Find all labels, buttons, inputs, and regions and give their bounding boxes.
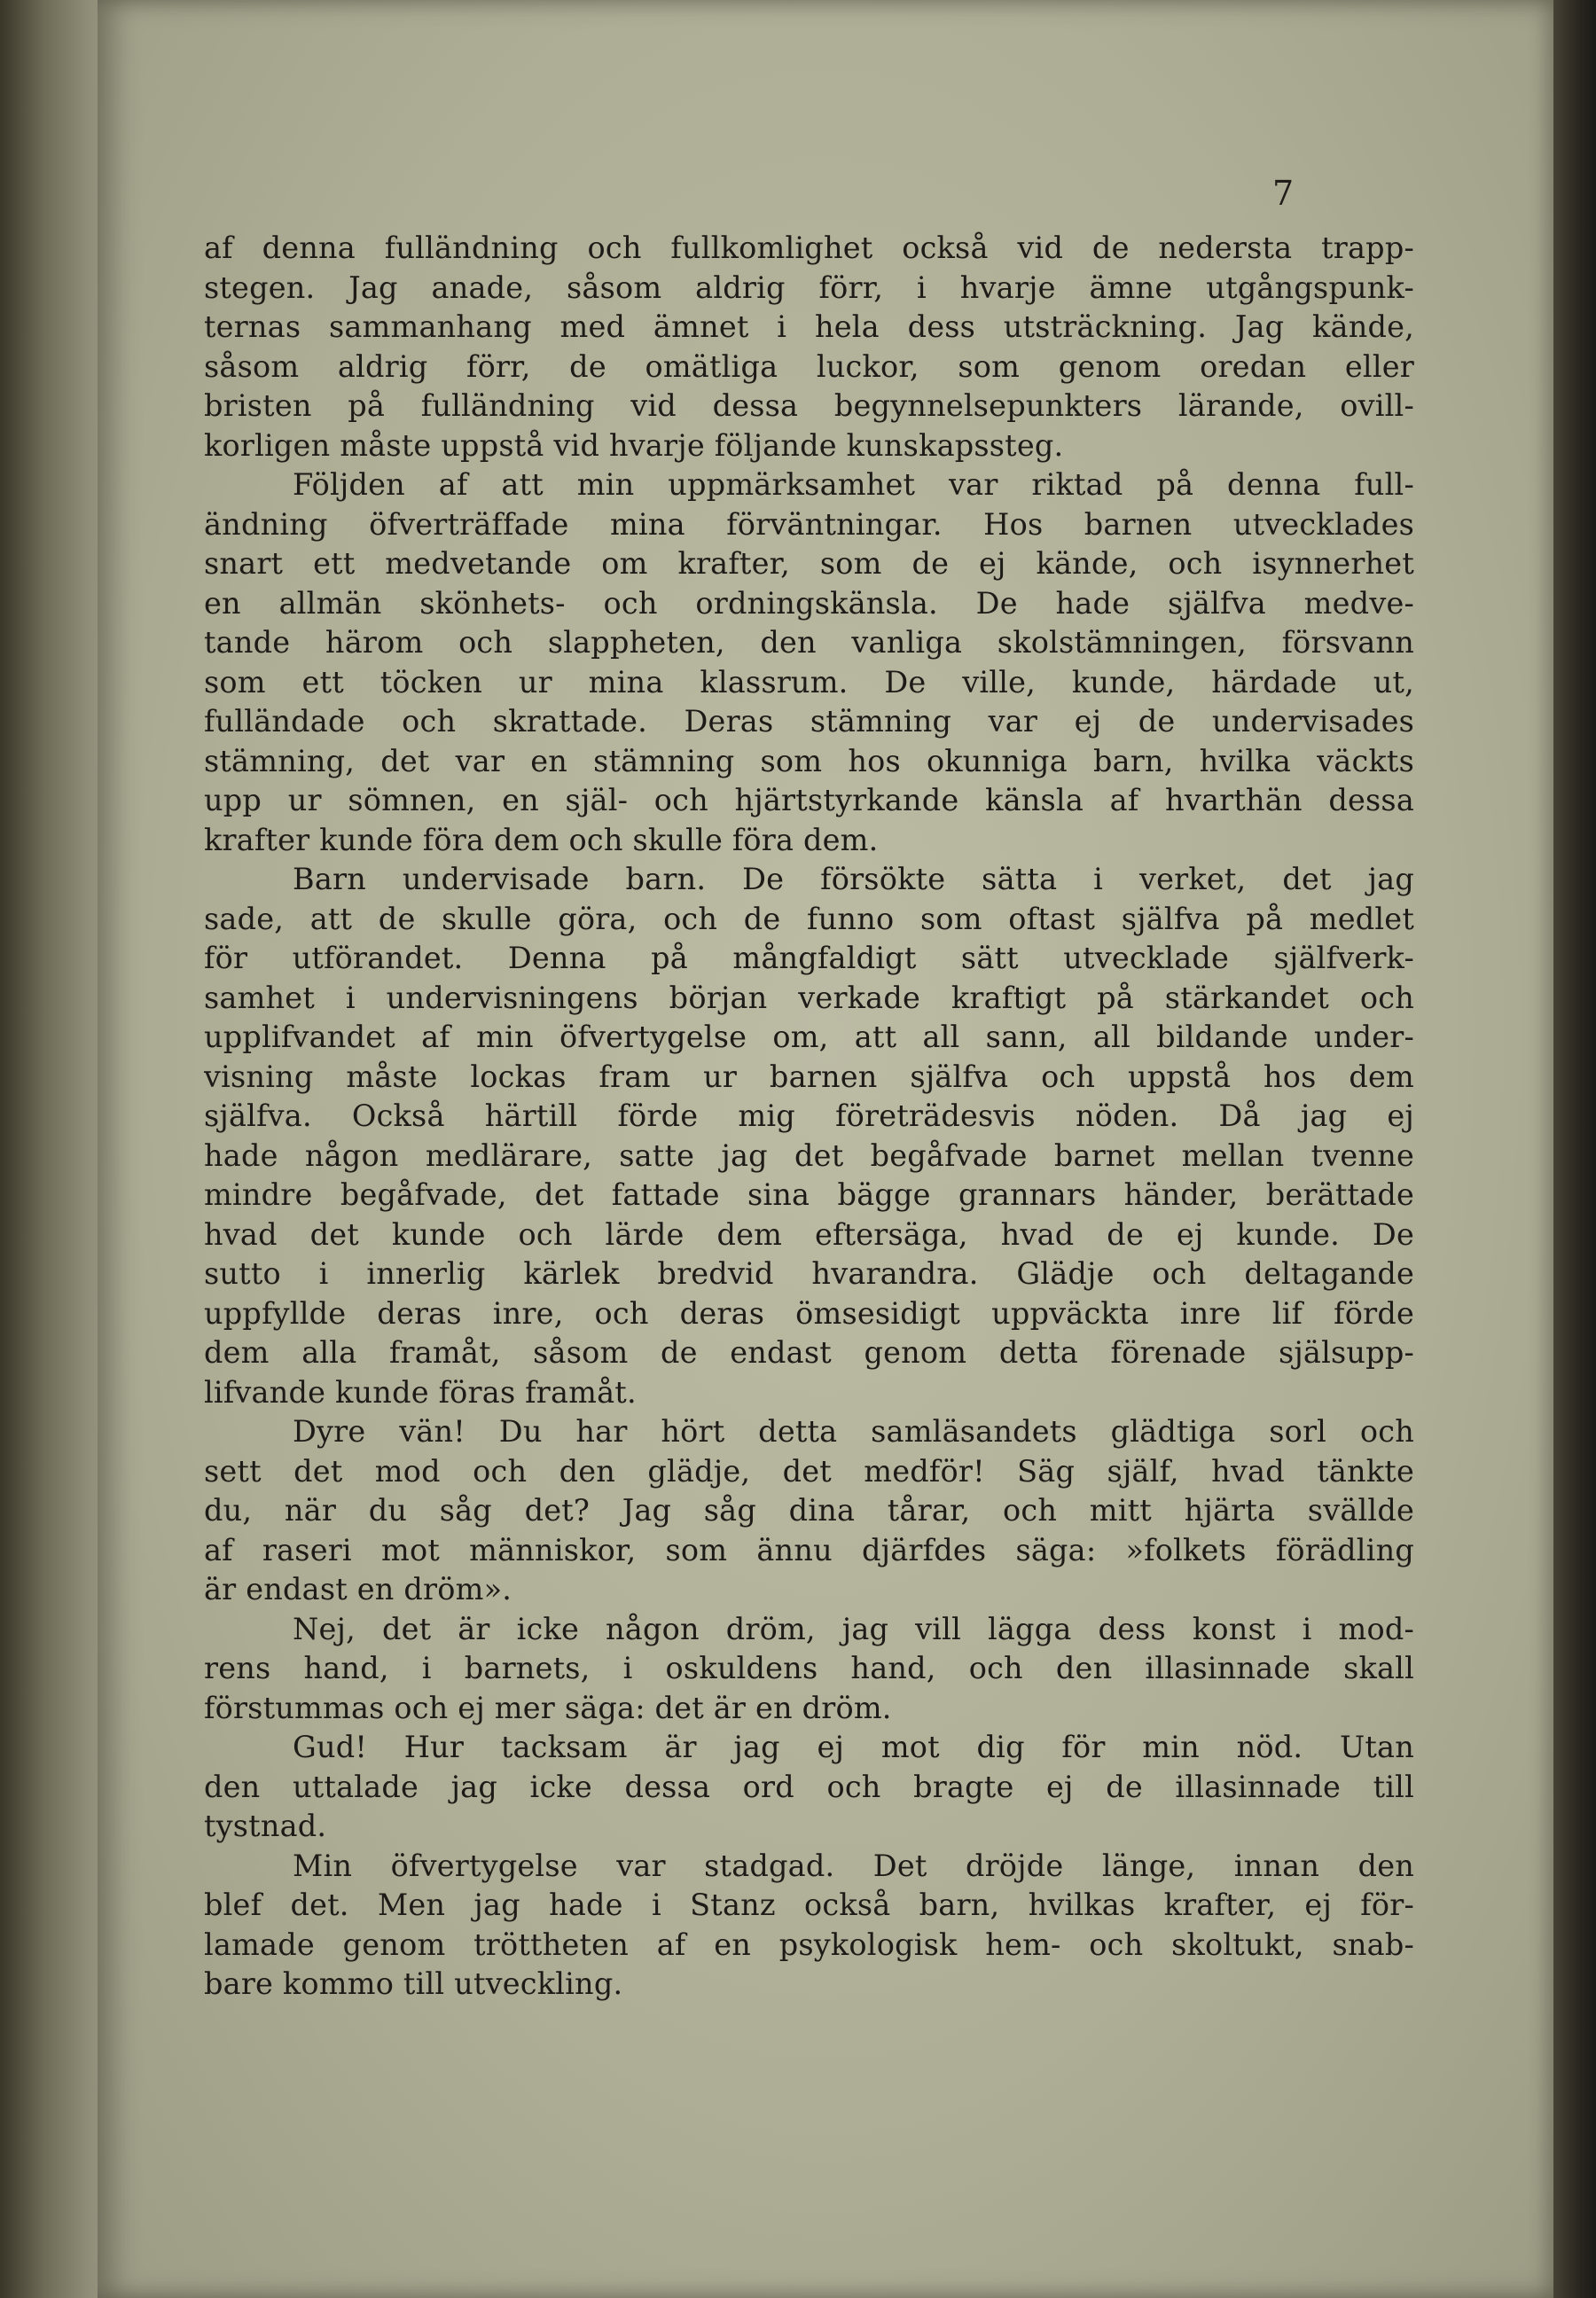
text-line: korligen måste uppstå vid hvarje följande kunskapssteg.	[204, 427, 1064, 463]
text-line: upp ur sömnen, en själ- och hjärtstyrkande känsla af hvarthän dessa	[204, 783, 1414, 817]
text-line: ändning öfverträffade mina förväntningar. Hos barnen utvecklades	[204, 506, 1414, 542]
text-line: du, när du såg det? Jag såg dina tårar, och mitt hjärta svällde	[204, 1493, 1414, 1528]
text-line: som ett töcken ur mina klassrum. De ville, kunde, härdade ut,	[204, 664, 1414, 700]
text-line: mindre begåfvade, det fattade sina bägge grannars händer, berättade	[204, 1177, 1414, 1212]
text-line: stämning, det var en stämning som hos okunniga barn, hvilka väckts	[204, 743, 1414, 778]
text-line: såsom aldrig förr, de omätliga luckor, som genom oredan eller	[204, 348, 1414, 384]
text-line: Min öfvertygelse var stadgad. Det dröjde länge, innan den	[293, 1848, 1414, 1883]
text-line: uppfyllde deras inre, och deras ömsesidigt uppväckta inre lif förde	[204, 1295, 1414, 1331]
text-line: lifvande kunde föras framåt.	[204, 1374, 637, 1410]
text-line: en allmän skönhets- och ordningskänsla. De hade själfva medve-	[204, 585, 1414, 621]
text-line: dem alla framåt, såsom de endast genom detta förenade själsupp-	[204, 1335, 1414, 1370]
text-line: af denna fulländning och fullkomlighet också vid de nedersta trapp-	[204, 231, 1414, 265]
text-line: stegen. Jag anade, såsom aldrig förr, i hvarje ämne utgångspunk-	[204, 270, 1414, 305]
text-line: lamade genom tröttheten af en psykologisk hem- och skoltukt, snab-	[204, 1927, 1414, 1962]
text-line: sutto i innerlig kärlek bredvid hvarandra. Glädje och deltagande	[204, 1256, 1414, 1291]
text-line: upplifvandet af min öfvertygelse om, att all sann, all bildande under-	[204, 1020, 1414, 1054]
text-line: bare kommo till utveckling.	[204, 1966, 623, 2001]
text-line: snart ett medvetande om krafter, som de ej kände, och isynnerhet	[204, 546, 1414, 581]
book-cover-edge	[1550, 0, 1596, 2298]
text-line: den uttalade jag icke dessa ord och bragte ej de illasinnade till	[204, 1769, 1414, 1804]
page-number: 7	[1272, 174, 1295, 213]
text-line: Barn undervisade barn. De försökte sätta i verket, det jag	[293, 862, 1414, 896]
text-line: blef det. Men jag hade i Stanz också barn, hvilkas krafter, ej för-	[204, 1888, 1414, 1922]
text-line: tystnad.	[204, 1809, 327, 1843]
text-line: själfva. Också härtill förde mig företrädesvis nöden. Då jag ej	[204, 1098, 1414, 1133]
text-line: Följden af att min uppmärksamhet var riktad på denna full-	[293, 467, 1414, 502]
text-line: Gud! Hur tacksam är jag ej mot dig för min nöd. Utan	[293, 1730, 1414, 1764]
text-line: fulländade och skrattade. Deras stämning var ej de undervisades	[204, 704, 1414, 739]
text-line: rens hand, i barnets, i oskuldens hand, och den illasinnade skall	[204, 1651, 1414, 1685]
text-line: sett det mod och den glädje, det medför! Säg själf, hvad tänkte	[204, 1453, 1414, 1489]
text-line: krafter kunde föra dem och skulle föra dem.	[204, 822, 879, 857]
text-line: är endast en dröm».	[204, 1572, 512, 1606]
text-line: sade, att de skulle göra, och de funno som oftast själfva på medlet	[204, 901, 1414, 936]
text-line: förstummas och ej mer säga: det är en dröm.	[204, 1690, 892, 1725]
text-line: visning måste lockas fram ur barnen själfva och uppstå hos dem	[204, 1059, 1414, 1094]
text-line: för utförandet. Denna på mångfaldigt sätt utvecklade själfverk-	[204, 941, 1414, 975]
text-line: ternas sammanhang med ämnet i hela dess utsträckning. Jag kände,	[204, 309, 1414, 344]
text-line: bristen på fulländning vid dessa begynnelsepunkters lärande, ovill-	[204, 388, 1414, 423]
text-line: Nej, det är icke någon dröm, jag vill lägga dess konst i mod-	[293, 1611, 1414, 1646]
book-page	[98, 0, 1553, 2298]
text-line: Dyre vän! Du har hört detta samläsandets glädtiga sorl och	[293, 1414, 1414, 1449]
text-line: samhet i undervisningens början verkade kraftigt på stärkandet och	[204, 980, 1414, 1015]
text-line: hade någon medlärare, satte jag det begåfvade barnet mellan tvenne	[204, 1137, 1414, 1173]
text-line: hvad det kunde och lärde dem eftersäga, hvad de ej kunde. De	[204, 1216, 1414, 1252]
body-text	[204, 229, 1414, 2005]
text-line: tande härom och slappheten, den vanliga skolstämningen, försvann	[204, 625, 1414, 660]
text-line: af raseri mot människor, som ännu djärfdes säga: »folkets förädling	[204, 1532, 1414, 1567]
